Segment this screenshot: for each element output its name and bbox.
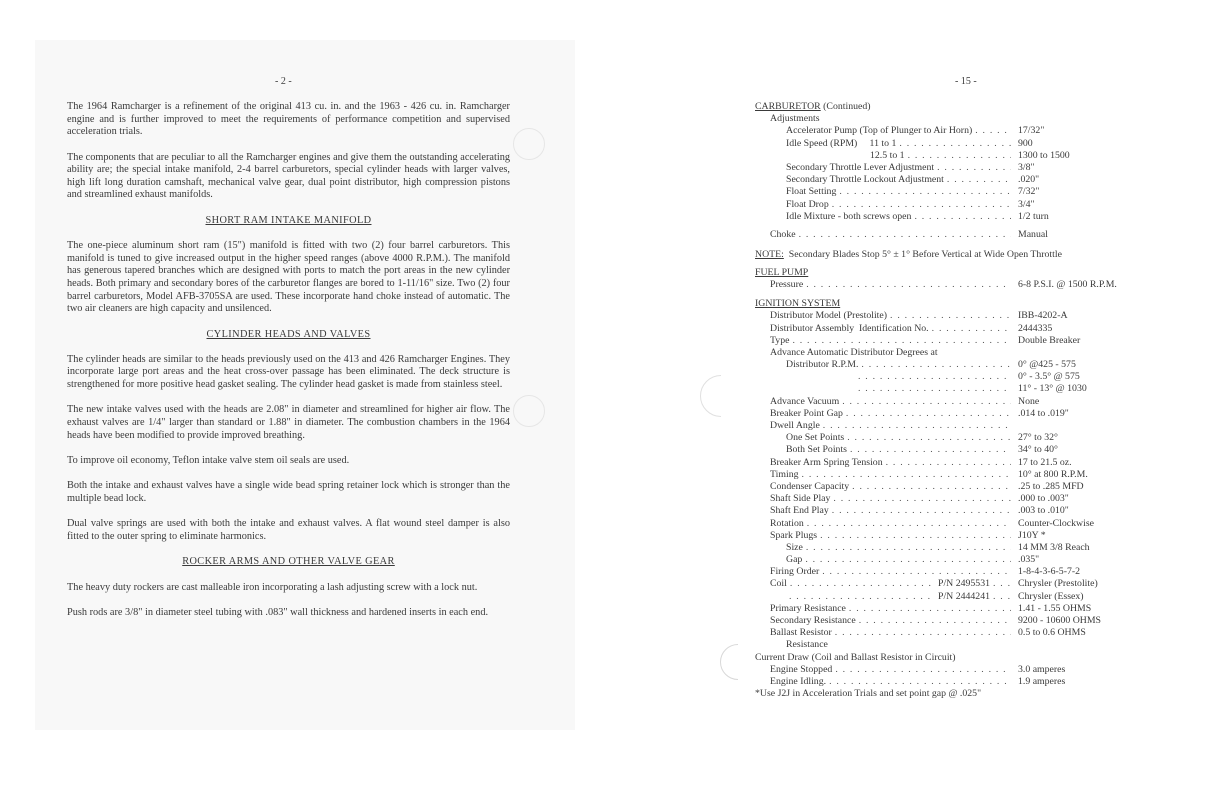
spec-row: [755, 603, 1175, 615]
body-paragraph: To improve oil economy, Teflon intake valve stem oil seals are used.: [67, 455, 350, 467]
section-heading-text: CYLINDER HEADS AND VALVES: [206, 328, 371, 340]
section-heading-text: SHORT RAM INTAKE MANIFOLD: [205, 214, 372, 226]
spec-label-cell: [755, 138, 1014, 150]
dot-leader: [852, 481, 1011, 493]
dot-leader: [861, 359, 1011, 371]
spec-label: Choke: [770, 229, 796, 241]
spec-value: 27° to 32°: [1018, 432, 1058, 444]
spec-row: [755, 396, 1175, 408]
dot-leader: [807, 518, 1011, 530]
spec-row: [755, 652, 1175, 664]
spec-row: [755, 542, 1175, 554]
spec-row: [755, 174, 1175, 186]
spec-label-cell: [755, 199, 1014, 211]
spec-row: [755, 493, 1175, 505]
spec-label: Condenser Capacity: [770, 480, 850, 492]
carburetor-spec-list: [755, 113, 1175, 241]
spec-value: .003 to .010": [1018, 505, 1069, 517]
spec-row: [755, 359, 1175, 371]
spec-label: One Set Points: [786, 432, 845, 444]
section-heading: [67, 215, 510, 228]
spec-label: Secondary Throttle Lever Adjustment: [786, 161, 935, 173]
spec-label-cell: [755, 542, 1014, 554]
spec-label-cell: [755, 347, 1014, 359]
spec-label-cell: [755, 396, 1014, 408]
body-paragraph: The heavy duty rockers are cast malleable iron incorporating a lash adjusting screw with a lock nut.: [67, 581, 478, 593]
spec-label-cell: [755, 603, 1014, 615]
spec-label-cell: [755, 432, 1014, 444]
dot-leader: [886, 457, 1011, 469]
spec-label-cell: [755, 444, 1014, 456]
dot-leader: [802, 469, 1011, 481]
spec-part-number: P/N 2444241: [938, 590, 990, 602]
spec-value: .000 to .003": [1018, 493, 1069, 505]
spec-value: Chrysler (Prestolite): [1018, 578, 1098, 590]
dot-leader: [993, 578, 1011, 590]
dot-leader: [899, 138, 1011, 150]
dot-leader: [835, 664, 1011, 676]
section-heading: [67, 556, 510, 569]
throttle-note: [755, 249, 1175, 261]
spec-label-cell: [755, 615, 1014, 627]
spec-label-cell: [755, 310, 1014, 322]
dot-leader: [832, 505, 1011, 517]
spec-label: Type: [770, 334, 790, 346]
spec-row: [755, 481, 1175, 493]
dot-leader: [822, 566, 1011, 578]
spec-value: 1300 to 1500: [1018, 149, 1070, 161]
spec-row: [755, 639, 1175, 651]
carburetor-heading: [755, 101, 1175, 113]
spec-label-cell: [755, 530, 1014, 542]
fuel-pump-spec-list: [755, 279, 1175, 291]
spec-row: [755, 432, 1175, 444]
dot-leader: [820, 530, 1011, 542]
dot-leader: [835, 627, 1011, 639]
spec-row: [755, 279, 1175, 291]
left-page-number: - 2 -: [275, 76, 292, 87]
spec-label-cell: [755, 186, 1014, 198]
spec-label: Idle Mixture - both screws open: [786, 210, 912, 222]
dot-leader: [908, 150, 1011, 162]
spec-label: Breaker Point Gap: [770, 407, 843, 419]
spec-value: 6-8 P.S.I. @ 1500 R.P.M.: [1018, 279, 1117, 291]
spec-row: [755, 664, 1175, 676]
spec-label-cell: [755, 505, 1014, 517]
spec-label-cell: [755, 469, 1014, 481]
spec-row: [755, 323, 1175, 335]
spec-label: Advance Vacuum: [770, 395, 840, 407]
dot-leader: [932, 323, 1011, 335]
spec-label-cell: [755, 174, 1014, 186]
spec-label-cell: [755, 664, 1014, 676]
spec-label: Accelerator Pump (Top of Plunger to Air Horn): [786, 125, 973, 137]
spec-label-cell: [755, 323, 1014, 335]
spec-label-cell: [755, 627, 1014, 639]
spec-label: Float Drop: [786, 198, 829, 210]
spec-value: [1014, 113, 1018, 125]
spec-value: [1014, 420, 1018, 432]
note-label: NOTE:: [755, 248, 784, 260]
dot-leader: [993, 591, 1011, 603]
spec-row: [755, 150, 1175, 162]
spec-row: [755, 335, 1175, 347]
dot-leader: [839, 186, 1011, 198]
spec-value: [1014, 639, 1018, 651]
spec-value: J10Y *: [1018, 529, 1046, 541]
spec-value: .25 to .285 MFD: [1018, 480, 1084, 492]
spec-label-cell: [755, 554, 1014, 566]
spec-value: .020": [1018, 174, 1040, 186]
spec-label-cell: [755, 279, 1014, 291]
spec-row: [755, 469, 1175, 481]
spec-row: [755, 211, 1175, 223]
spec-value: Counter-Clockwise: [1018, 517, 1094, 529]
spec-label: Size: [786, 541, 803, 553]
right-page-number: - 15 -: [955, 76, 977, 87]
spec-label: Pressure: [770, 279, 804, 291]
spec-label: 12.5 to 1: [870, 149, 905, 161]
dot-leader: [790, 578, 935, 590]
spec-value: 17 to 21.5 oz.: [1018, 456, 1072, 468]
carburetor-heading-title: CARBURETOR: [755, 101, 821, 112]
spec-label-cell: [755, 639, 1014, 651]
body-paragraph: Dual valve springs are used with both the intake and exhaust valves. A flat wound steel damper is also fitted to the outer spring to eliminate harmonics.: [67, 518, 510, 543]
spec-value: 1-8-4-3-6-5-7-2: [1018, 566, 1081, 578]
body-paragraph: The cylinder heads are similar to the heads previously used on the 413 and 426 Ramcharger Engines. They incorporate large port areas and the heat cross-over passage has been eliminated. The deck structure is strengthened for more positive head gasket sealing. The cylinder head gasket is made from stainless steel.: [67, 353, 510, 391]
spec-label-cell: [755, 493, 1014, 505]
spec-value: .035": [1018, 554, 1040, 566]
spec-label: Secondary Resistance: [770, 615, 856, 626]
dot-leader: [947, 174, 1011, 186]
spec-value: 14 MM 3/8 Reach: [1018, 541, 1090, 553]
spec-value: Double Breaker: [1018, 334, 1081, 346]
spec-row: [755, 199, 1175, 211]
spec-row: [755, 566, 1175, 578]
spec-row: [755, 229, 1175, 241]
spec-value: 1.9 amperes: [1018, 675, 1066, 687]
dot-leader: [806, 542, 1011, 554]
dot-leader: [890, 310, 1011, 322]
spec-value: [1014, 652, 1018, 664]
spec-value: 10° at 800 R.P.M.: [1018, 468, 1088, 480]
body-paragraph: The 1964 Ramcharger is a refinement of the original 413 cu. in. and the 1963 - 426 cu. in. Ramcharger engine and is further improved to meet the requirements of performance competition and supervised acceleration trials.: [67, 101, 510, 138]
spec-label: Idle Speed (RPM) 11 to 1: [786, 137, 897, 149]
spec-row: [755, 518, 1175, 530]
dot-leader: [858, 383, 1011, 395]
section-heading-text: ROCKER ARMS AND OTHER VALVE GEAR: [182, 556, 395, 568]
spec-label: Advance Automatic Distributor Degrees at: [770, 346, 938, 358]
spec-label: Dwell Angle: [770, 420, 820, 431]
spec-value: Chrysler (Essex): [1018, 590, 1084, 602]
dot-leader: [833, 493, 1011, 505]
dot-leader: [842, 396, 1011, 408]
spec-value: 1/2 turn: [1018, 210, 1049, 222]
spec-value: None: [1018, 395, 1040, 407]
spec-label: Coil: [770, 578, 787, 590]
spec-value: 2444335: [1018, 322, 1053, 334]
spec-row: [755, 138, 1175, 150]
spec-label: Both Set Points: [786, 444, 847, 456]
dot-leader: [850, 444, 1011, 456]
spec-label: Timing: [770, 468, 799, 480]
spec-label: Ballast Resistor: [770, 627, 832, 639]
spec-row: [755, 125, 1175, 137]
spec-value: 900: [1018, 137, 1033, 149]
spec-label-cell: [755, 578, 1014, 590]
ignition-spec-list: [755, 310, 1175, 688]
spec-label-cell: [755, 359, 1014, 371]
spec-label: Shaft End Play: [770, 505, 829, 517]
dot-leader: [849, 603, 1011, 615]
spec-label: Rotation: [770, 517, 804, 529]
ignition-heading-title: IGNITION SYSTEM: [755, 298, 841, 310]
spec-row: [755, 457, 1175, 469]
spec-label-cell: [755, 652, 1014, 664]
spec-label: Gap: [786, 554, 803, 566]
spec-value: 3/4": [1018, 198, 1035, 210]
spec-row: [755, 113, 1175, 125]
note-text: Secondary Blades Stop 5° ± 1° Before Vertical at Wide Open Throttle: [788, 248, 1062, 260]
dot-leader: [799, 229, 1011, 241]
spec-row: [755, 530, 1175, 542]
spec-label: Firing Order: [770, 566, 820, 578]
spec-row: [755, 347, 1175, 359]
spec-label-cell: [755, 162, 1014, 174]
spec-label: Distributor Assembly Identification No.: [770, 322, 929, 334]
spec-value: 1.41 - 1.55 OHMS: [1018, 602, 1092, 614]
dot-leader: [846, 408, 1011, 420]
spec-value: 11° - 13° @ 1030: [1018, 383, 1087, 395]
dot-leader: [823, 420, 1011, 432]
spec-row: [755, 408, 1175, 420]
spec-label: Engine Idling.: [770, 675, 827, 687]
spec-row: [755, 420, 1175, 432]
spec-row: [755, 444, 1175, 456]
spec-value: Manual: [1018, 229, 1048, 241]
dot-leader: [859, 615, 1011, 627]
ignition-heading: [755, 298, 1175, 310]
spec-row: [755, 591, 1175, 603]
spec-label-cell: [755, 676, 1014, 688]
body-paragraph: Push rods are 3/8" in diameter steel tubing with .083" wall thickness and hardened inserts in each end.: [67, 607, 489, 619]
dot-leader: [975, 125, 1011, 137]
left-page-body: [67, 101, 510, 633]
dot-leader: [937, 162, 1011, 174]
spec-value: .014 to .019": [1018, 407, 1069, 419]
binder-hole-mark: [720, 644, 756, 680]
spec-value: 3/8": [1018, 161, 1035, 173]
spec-label-cell: [755, 113, 1014, 125]
spec-value: 9200 - 10600 OHMS: [1018, 615, 1102, 626]
right-page-specs: [755, 101, 1175, 700]
spec-label: Float Setting: [786, 186, 837, 198]
spec-row: [755, 310, 1175, 322]
spec-row: [755, 371, 1175, 383]
spec-label: Distributor Model (Prestolite): [770, 310, 888, 322]
spec-label: Primary Resistance: [770, 602, 846, 614]
spec-label: Shaft Side Play: [770, 493, 831, 505]
spec-label-cell: [755, 420, 1014, 432]
body-paragraph: Both the intake and exhaust valves have a single wide bead spring retainer lock which is stronger than the multiple bead lock.: [67, 480, 510, 505]
spec-label: Current Draw (Coil and Ballast Resistor in Circuit): [755, 651, 956, 663]
spec-label: Resistance: [786, 639, 828, 651]
spec-label-cell: [755, 481, 1014, 493]
spec-value: 34° to 40°: [1018, 444, 1058, 456]
footnote: *Use J2J in Acceleration Trials and set point gap @ .025": [755, 688, 982, 700]
section-heading: [67, 329, 510, 342]
binder-hole-mark: [700, 375, 742, 417]
spec-row: [755, 186, 1175, 198]
spec-row: [755, 578, 1175, 590]
spec-row: [755, 162, 1175, 174]
dot-leader: [829, 676, 1011, 688]
body-paragraph: The components that are peculiar to all the Ramcharger engines and give them the outstanding accelerating ability are; the special intake manifold, 2-4 barrel carburetors, special cylinder heads with larger valves, high lift long duration camshaft, mechanical valve gear, dual point distributor, high compression pistons and streamlined exhaust manifolds.: [67, 151, 510, 201]
spec-label: Secondary Throttle Lockout Adjustment: [786, 174, 944, 186]
dot-leader: [858, 371, 1011, 383]
spec-label-cell: [755, 150, 1014, 162]
body-paragraph: The new intake valves used with the heads are 2.08" in diameter and streamlined for higher air flow. The exhaust valves are 1/4" larger than standard or 1.88" in diameter. The combustion chambers in the 1964 heads have been modified to provide improved breathing.: [67, 404, 510, 441]
spec-value: 7/32": [1018, 186, 1040, 198]
spec-label-cell: [755, 383, 1014, 395]
spec-label-cell: [755, 591, 1014, 603]
fuel-pump-heading: [755, 267, 1175, 279]
spec-value: 0° @425 - 575: [1018, 359, 1076, 371]
spec-label-cell: [755, 211, 1014, 223]
spec-label-cell: [755, 408, 1014, 420]
dot-leader: [806, 279, 1011, 291]
dot-leader: [789, 591, 935, 603]
spec-label: Breaker Arm Spring Tension: [770, 456, 883, 468]
spec-row: [755, 554, 1175, 566]
spec-label-cell: [755, 371, 1014, 383]
spec-label: Adjustments: [770, 113, 820, 125]
dot-leader: [914, 211, 1011, 223]
body-paragraph: The one-piece aluminum short ram (15") manifold is fitted with two (2) four barrel carburetors. This manifold is tuned to give increased output in the higher speed ranges (above 4000 R.P.M.). The manifold has generous tapered branches which are designed with ports to match the port areas in the new cylinder heads. Both primary and secondary bores of the carburetor flanges are bored to 1-11/16" size. Two (2) four barrel carburetors, Model AFB-3705SA are used. These incorporate hand choke instead of automatic. The two air cleaners are high capacity and unsilenced.: [67, 240, 510, 315]
spec-label-cell: [755, 125, 1014, 137]
dot-leader: [792, 335, 1011, 347]
binder-hole-mark: [513, 395, 545, 427]
spec-label-cell: [755, 335, 1014, 347]
spec-label-cell: [755, 518, 1014, 530]
dot-leader: [832, 199, 1011, 211]
spec-value: [1014, 347, 1018, 359]
spec-value: 0.5 to 0.6 OHMS: [1018, 627, 1086, 639]
spec-label: Engine Stopped: [770, 663, 833, 675]
binder-hole-mark: [513, 128, 545, 160]
spec-row: [755, 615, 1175, 627]
spec-row: [755, 676, 1175, 688]
spec-part-number: P/N 2495531: [938, 578, 990, 590]
spec-row: [755, 505, 1175, 517]
spec-row: [755, 383, 1175, 395]
spec-label-cell: [755, 566, 1014, 578]
fuel-pump-heading-title: FUEL PUMP: [755, 267, 809, 279]
dot-leader: [847, 432, 1011, 444]
spec-row: [755, 627, 1175, 639]
spec-value: 3.0 amperes: [1018, 663, 1066, 675]
spec-label: Distributor R.P.M.: [786, 359, 859, 371]
spec-label-cell: [755, 457, 1014, 469]
dot-leader: [805, 554, 1011, 566]
carburetor-heading-suffix: (Continued): [823, 101, 871, 112]
spec-label-cell: [755, 229, 1014, 241]
spec-label: Spark Plugs: [770, 529, 818, 541]
spec-value: 0° - 3.5° @ 575: [1018, 371, 1080, 383]
spec-value: IBB-4202-A: [1018, 310, 1068, 322]
spec-value: 17/32": [1018, 125, 1045, 137]
